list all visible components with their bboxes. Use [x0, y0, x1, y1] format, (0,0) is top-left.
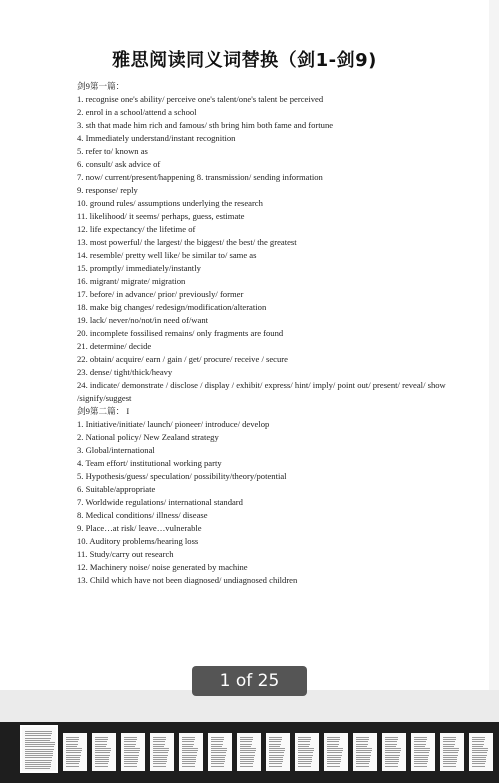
- document-line: 23. dense/ tight/thick/heavy: [77, 367, 173, 377]
- document-line: 10. ground rules/ assumptions underlying the research: [77, 198, 263, 208]
- document-line: 16. migrant/ migrate/ migration: [77, 276, 186, 286]
- thumbnail-page[interactable]: [150, 733, 174, 771]
- document-line: 2. enrol in a school/attend a school: [77, 107, 197, 117]
- document-line: 21. determine/ decide: [77, 341, 152, 351]
- page-indicator[interactable]: 1 of 25: [192, 666, 307, 696]
- document-line: 5. refer to/ known as: [77, 146, 148, 156]
- document-line: 12. Machinery noise/ noise generated by machine: [77, 562, 248, 572]
- document-line: 24. indicate/ demonstrate / disclose / display / exhibit/ express/ hint/ imply/ point out/ present/ reveal/ show /signify/suggest: [77, 380, 446, 403]
- document-body: [77, 80, 447, 587]
- thumbnail-page[interactable]: [92, 733, 116, 771]
- document-line: 17. before/ in advance/ prior/ previously/ former: [77, 289, 244, 299]
- document-line: 3. Global/international: [77, 445, 155, 455]
- thumbnail-page[interactable]: [411, 733, 435, 771]
- document-line: 9. response/ reply: [77, 185, 138, 195]
- document-line: 18. make big changes/ redesign/modification/alteration: [77, 302, 267, 312]
- document-line: 12. life expectancy/ the lifetime of: [77, 224, 196, 234]
- scrollbar[interactable]: [489, 0, 499, 690]
- document-line: 6. consult/ ask advice of: [77, 159, 161, 169]
- thumbnail-strip: [0, 722, 499, 783]
- document-line: 剑9第一篇：: [77, 81, 125, 91]
- document-line: 13. most powerful/ the largest/ the biggest/ the best/ the greatest: [77, 237, 297, 247]
- document-line: 1. recognise one's ability/ perceive one's talent/one's talent be perceived: [77, 94, 324, 104]
- document-line: 5. Hypothesis/guess/ speculation/ possibility/theory/potential: [77, 471, 287, 481]
- document-line: 11. likelihood/ it seems/ perhaps, guess, estimate: [77, 211, 245, 221]
- thumbnail-page[interactable]: [63, 733, 87, 771]
- document-line: 9. Place…at risk/ leave…vulnerable: [77, 523, 202, 533]
- document-line: 15. promptly/ immediately/instantly: [77, 263, 201, 273]
- thumbnail-page[interactable]: [353, 733, 377, 771]
- document-line: 6. Suitable/appropriate: [77, 484, 156, 494]
- thumbnail-page[interactable]: [266, 733, 290, 771]
- document-line: 7. Worldwide regulations/ international standard: [77, 497, 243, 507]
- thumbnail-page[interactable]: [208, 733, 232, 771]
- document-title: 雅思阅读同义词替换（剑1-剑9): [112, 50, 377, 71]
- document-line: 14. resemble/ pretty well like/ be similar to/ same as: [77, 250, 257, 260]
- document-line: 8. Medical conditions/ illness/ disease: [77, 510, 208, 520]
- document-line: 4. Team effort/ institutional working party: [77, 458, 222, 468]
- document-line: 7. now/ current/present/happening 8. transmission/ sending information: [77, 172, 323, 182]
- document-line: 19. lack/ never/no/not/in need of/want: [77, 315, 209, 325]
- document-line: 2. National policy/ New Zealand strategy: [77, 432, 219, 442]
- thumbnail-page[interactable]: [295, 733, 319, 771]
- thumbnail-page[interactable]: [237, 733, 261, 771]
- document-line: 10. Auditory problems/hearing loss: [77, 536, 199, 546]
- document-line: 13. Child which have not been diagnosed/ undiagnosed children: [77, 575, 298, 585]
- document-line: 3. sth that made him rich and famous/ sth bring him both fame and fortune: [77, 120, 334, 130]
- thumbnail-page[interactable]: [179, 733, 203, 771]
- thumbnail-page[interactable]: [324, 733, 348, 771]
- document-line: 20. incomplete fossilised remains/ only fragments are found: [77, 328, 284, 338]
- document-line: 22. obtain/ acquire/ earn / gain / get/ procure/ receive / secure: [77, 354, 288, 364]
- document-line: 4. Immediately understand/instant recognition: [77, 133, 236, 143]
- document-line: 11. Study/carry out research: [77, 549, 174, 559]
- document-line: 剑9第二篇： I: [77, 406, 130, 416]
- thumbnail-page[interactable]: [382, 733, 406, 771]
- thumbnail-page[interactable]: [440, 733, 464, 771]
- thumbnail-page[interactable]: [121, 733, 145, 771]
- thumbnail-current-page[interactable]: [20, 725, 58, 773]
- document-line: 1. Initiative/initiate/ launch/ pioneer/ introduce/ develop: [77, 419, 270, 429]
- thumbnail-page[interactable]: [469, 733, 493, 771]
